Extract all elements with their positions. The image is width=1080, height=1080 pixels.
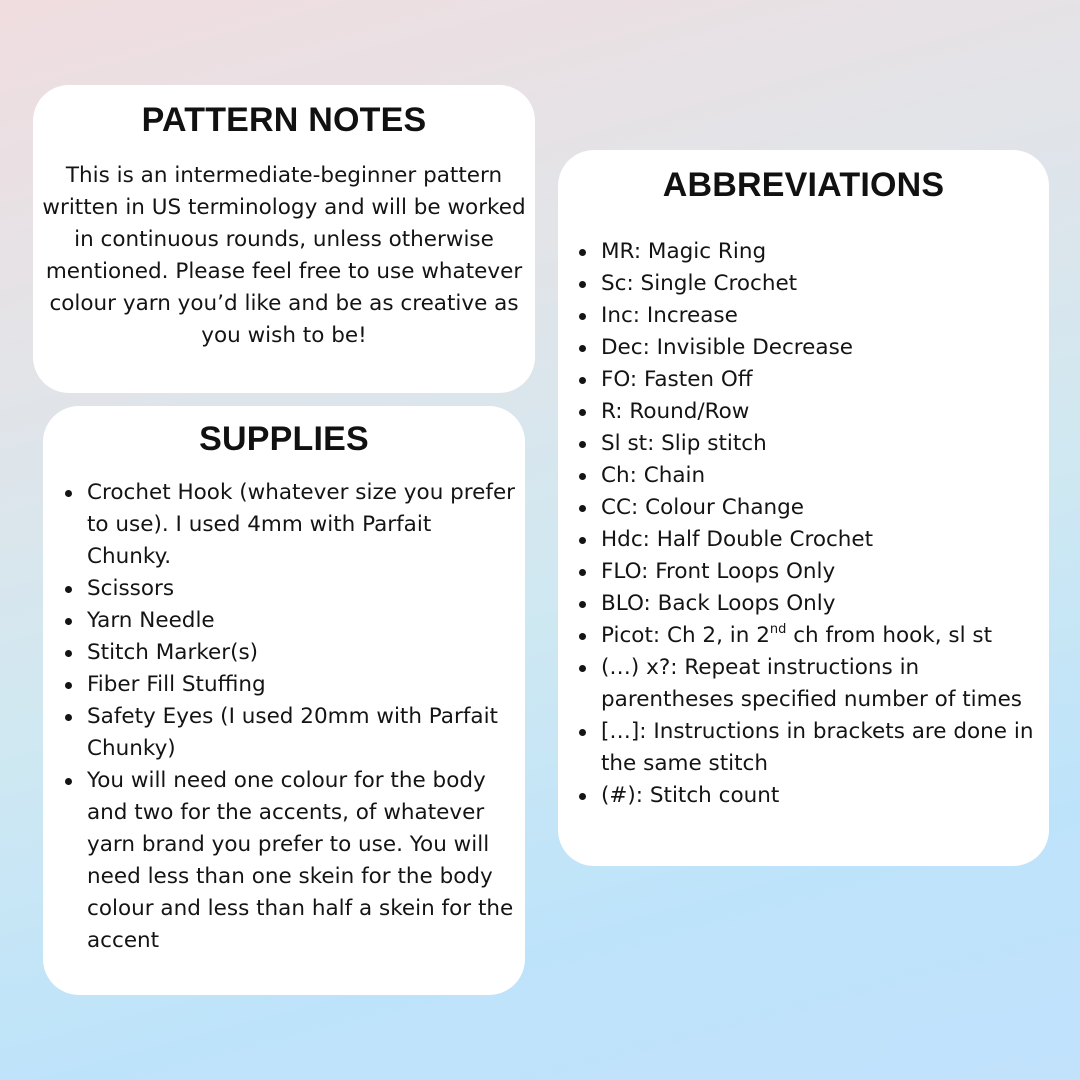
picot-text-start: Picot: Ch 2, in 2 bbox=[601, 623, 770, 648]
supplies-title: SUPPLIES bbox=[199, 420, 369, 458]
list-item: Sl st: Slip stitch bbox=[601, 428, 1045, 460]
abbreviations-list bbox=[601, 236, 1045, 812]
picot-ordinal-suffix: nd bbox=[769, 622, 787, 637]
supplies-card bbox=[43, 406, 525, 995]
abbreviations-title: ABBREVIATIONS bbox=[662, 166, 945, 204]
list-item: BLO: Back Loops Only bbox=[601, 588, 1045, 620]
list-item: (#): Stitch count bbox=[601, 780, 1045, 812]
list-item: Yarn Needle bbox=[87, 605, 519, 637]
list-item: Ch: Chain bbox=[601, 460, 1045, 492]
list-item: CC: Colour Change bbox=[601, 492, 1045, 524]
pattern-notes-body: This is an intermediate-beginner pattern written in US terminology and will be worked in continuous rounds, unless otherwise mentioned. Please feel free to use whatever colour yarn you’d like and be as creative as you wish to be! bbox=[42, 163, 526, 348]
list-item: Dec: Invisible Decrease bbox=[601, 332, 1045, 364]
list-item: Scissors bbox=[87, 573, 519, 605]
list-item: R: Round/Row bbox=[601, 396, 1045, 428]
pattern-notes-title: PATTERN NOTES bbox=[141, 101, 427, 139]
list-item: Crochet Hook (whatever size you prefer to use). I used 4mm with Parfait Chunky. bbox=[87, 477, 519, 573]
list-item: Stitch Marker(s) bbox=[87, 637, 519, 669]
list-item: FLO: Front Loops Only bbox=[601, 556, 1045, 588]
abbreviations-card bbox=[558, 150, 1049, 866]
supplies-list bbox=[87, 477, 519, 957]
list-item: […]: Instructions in brackets are done in the same stitch bbox=[601, 716, 1045, 780]
list-item: Fiber Fill Stuffing bbox=[87, 669, 519, 701]
list-item: Safety Eyes (I used 20mm with Parfait Chunky) bbox=[87, 701, 519, 765]
list-item: Sc: Single Crochet bbox=[601, 268, 1045, 300]
list-item: You will need one colour for the body and two for the accents, of whatever yarn brand you prefer to use. You will need less than one skein for the body colour and less than half a skein for the accent bbox=[87, 765, 519, 957]
list-item: Inc: Increase bbox=[601, 300, 1045, 332]
list-item: Hdc: Half Double Crochet bbox=[601, 524, 1045, 556]
picot-text-end: ch from hook, sl st bbox=[786, 623, 993, 648]
list-item: MR: Magic Ring bbox=[601, 236, 1045, 268]
list-item: FO: Fasten Off bbox=[601, 364, 1045, 396]
picot-list-item bbox=[601, 620, 1045, 652]
list-item: (…) x?: Repeat instructions in parentheses specified number of times bbox=[601, 652, 1045, 716]
pattern-notes-card bbox=[33, 85, 535, 393]
